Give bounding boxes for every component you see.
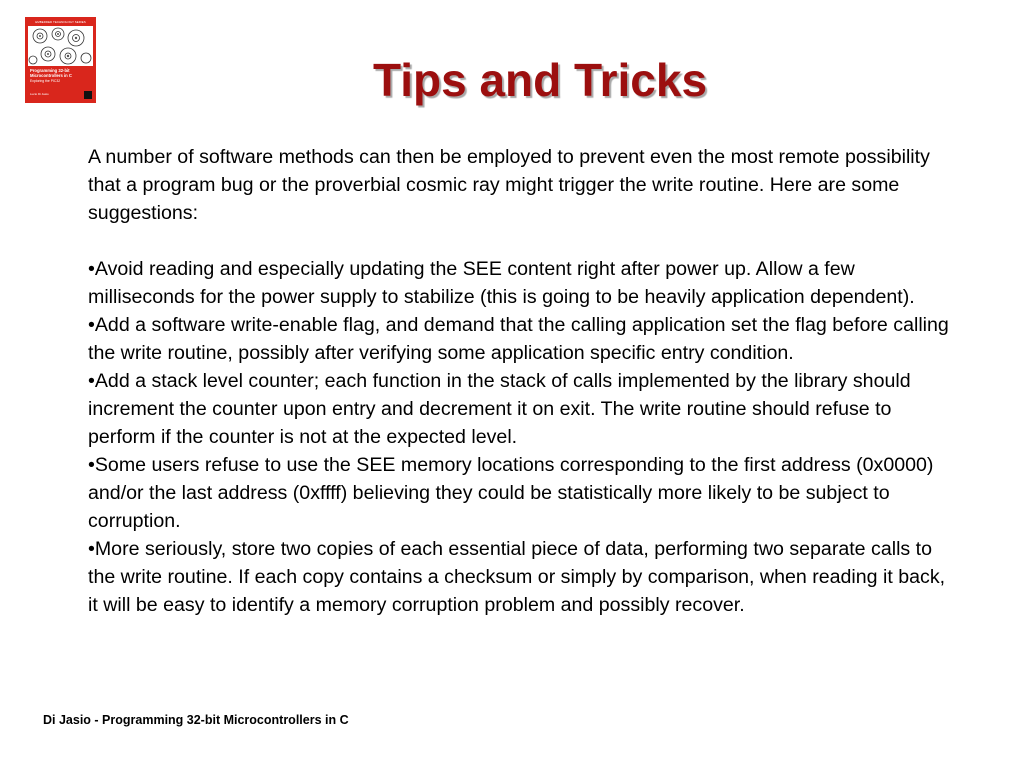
- intro-paragraph: A number of software methods can then be employed to prevent even the most remote possibility that a program bug or the proverbial cosmic ray might trigger the write routine. Here are some suggestions:: [88, 146, 930, 224]
- bullet-item: •Some users refuse to use the SEE memory locations corresponding to the first address (0x0000) and/or the last address (0xffff) believing they could be statistically more likely to be subject to corruption.: [88, 454, 934, 532]
- book-cover-series: EMBEDDED TECHNOLOGY SERIES: [35, 20, 86, 24]
- slide-footer: Di Jasio - Programming 32-bit Microcontrollers in C: [43, 713, 349, 727]
- book-cover-subtitle: Exploring the PIC32: [30, 79, 61, 83]
- book-cover-author: Lucio Di Jasio: [30, 92, 49, 96]
- bullet-item: •Add a stack level counter; each function in the stack of calls implemented by the library should increment the counter upon entry and decrement it on exit. The write routine should refuse to perform if the counter is not at the expected level.: [88, 370, 911, 448]
- bullet-item: •Avoid reading and especially updating the SEE content right after power up. Allow a few milliseconds for the power supply to stabilize (this is going to be heavily application dependent).: [88, 258, 915, 308]
- bullet-item: •More seriously, store two copies of each essential piece of data, performing two separate calls to the write routine. If each copy contains a checksum or simply by comparison, when reading it back, it will be easy to identify a memory corruption problem and possibly recover.: [88, 538, 946, 616]
- slide-title: Tips and Tricks: [372, 54, 708, 106]
- publisher-logo-icon: [84, 91, 92, 99]
- book-cover-title: Programming 32-bit Microcontrollers in C: [30, 68, 72, 78]
- book-cover-art: [28, 26, 93, 66]
- book-cover-image: [25, 17, 96, 103]
- bullet-item: •Add a software write-enable flag, and demand that the calling application set the flag before calling the write routine, possibly after verifying some application specific entry condition.: [88, 314, 949, 364]
- slide-body: [88, 143, 958, 619]
